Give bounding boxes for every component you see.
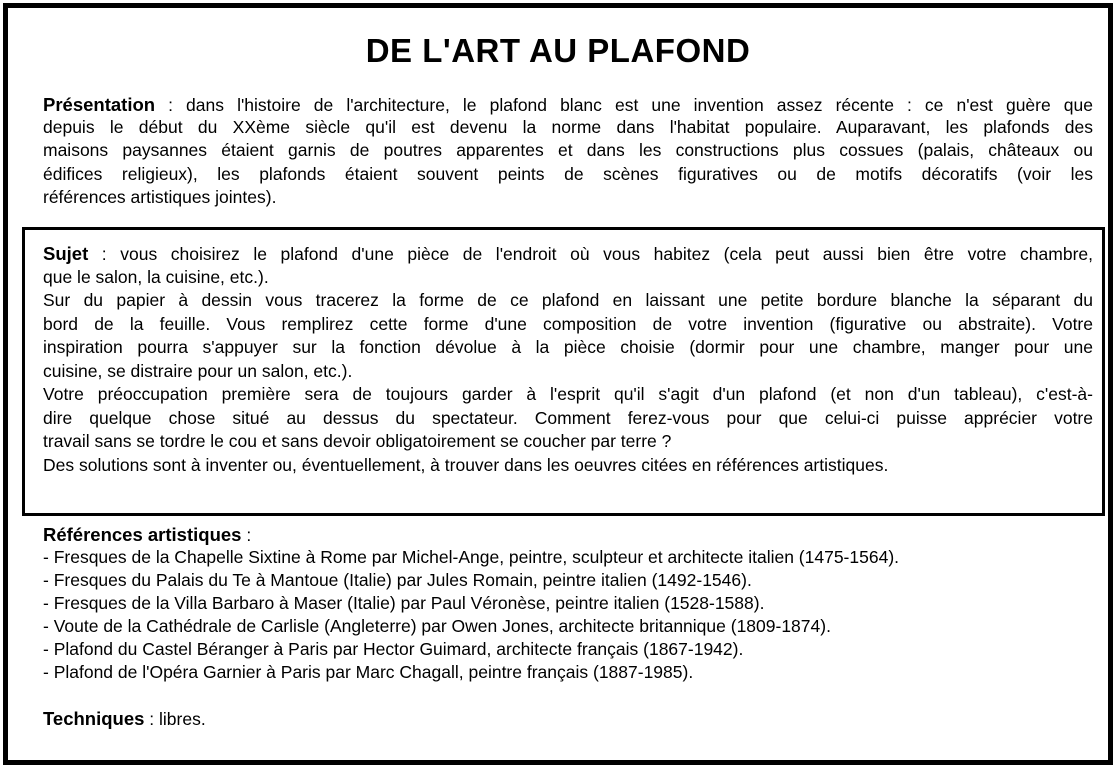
reference-item: - Plafond de l'Opéra Garnier à Paris par Marc Chagall, peintre français (1887-1985). (43, 662, 694, 682)
reference-item: - Fresques du Palais du Te à Mantoue (Italie) par Jules Romain, peintre italien (1492-1546). (43, 570, 752, 590)
sujet-line: Sur du papier à dessin vous tracerez la forme de ce plafond en laissant une petite bordure blanche la séparant du (43, 290, 1093, 310)
page-frame (3, 3, 1113, 765)
reference-item: - Fresques de la Villa Barbaro à Maser (Italie) par Paul Véronèse, peintre italien (1528-1588). (43, 593, 765, 613)
presentation-line: maisons paysannes étaient garnis de poutres apparentes et dans les constructions plus cossues (palais, châteaux ou (43, 140, 1093, 160)
reference-item: - Fresques de la Chapelle Sixtine à Rome par Michel-Ange, peintre, sculpteur et architecte italien (1475-1564). (43, 547, 900, 567)
presentation-label: Présentation (43, 94, 156, 115)
sujet-line: inspiration pourra s'appuyer sur la fonction dévolue à la pièce choisie (dormir pour une chambre, manger pour une (43, 337, 1093, 357)
techniques-text: : libres. (144, 709, 206, 729)
sujet-line: travail sans se tordre le cou et sans devoir obligatoirement se coucher par terre ? (43, 431, 672, 451)
reference-item: - Plafond du Castel Béranger à Paris par Hector Guimard, architecte français (1867-1942). (43, 639, 744, 659)
sujet-line: bord de la feuille. Vous remplirez cette forme d'une composition de votre invention (figurative ou abstraite). Votre (43, 314, 1093, 334)
presentation-line: références artistiques jointes). (43, 187, 277, 207)
presentation-line: édifices religieux), les plafonds étaient souvent peints de scènes figuratives ou de motifs décoratifs (voir les (43, 164, 1093, 184)
sujet-label: Sujet (43, 243, 89, 264)
techniques-line (43, 707, 1093, 731)
sujet-line: Des solutions sont à inventer ou, éventuellement, à trouver dans les oeuvres citées en références artistiques. (43, 455, 889, 475)
sujet-line: Votre préoccupation première sera de toujours garder à l'esprit qu'il s'agit d'un plafond (et non d'un tableau), c'est-à- (43, 384, 1093, 404)
presentation-line (43, 93, 1093, 117)
techniques-label: Techniques (43, 708, 145, 729)
sujet-line: dire quelque chose situé au dessus du spectateur. Comment ferez-vous pour que celui-ci puisse apprécier votre (43, 408, 1093, 428)
sujet-line (43, 242, 1093, 266)
references-label: Références artistiques (43, 524, 242, 545)
reference-item: - Voute de la Cathédrale de Carlisle (Angleterre) par Owen Jones, architecte britannique (1809-1874). (43, 616, 831, 636)
presentation-line: depuis le début du XXème siècle qu'il est devenu la norme dans l'habitat populaire. Auparavant, les plafonds des (43, 117, 1093, 137)
references-heading (43, 523, 1093, 547)
sujet-line: cuisine, se distraire pour un salon, etc.). (43, 361, 353, 381)
page-title: DE L'ART AU PLAFOND (365, 32, 751, 69)
references-suffix: : (241, 525, 252, 545)
sujet-line: que le salon, la cuisine, etc.). (43, 267, 269, 287)
presentation-text: : dans l'histoire de l'architecture, le plafond blanc est une invention assez récente : ce n'est guère que (155, 95, 1093, 115)
sujet-text: : vous choisirez le plafond d'une pièce de l'endroit où vous habitez (cela peut aussi bien être votre chambre, (88, 244, 1093, 264)
